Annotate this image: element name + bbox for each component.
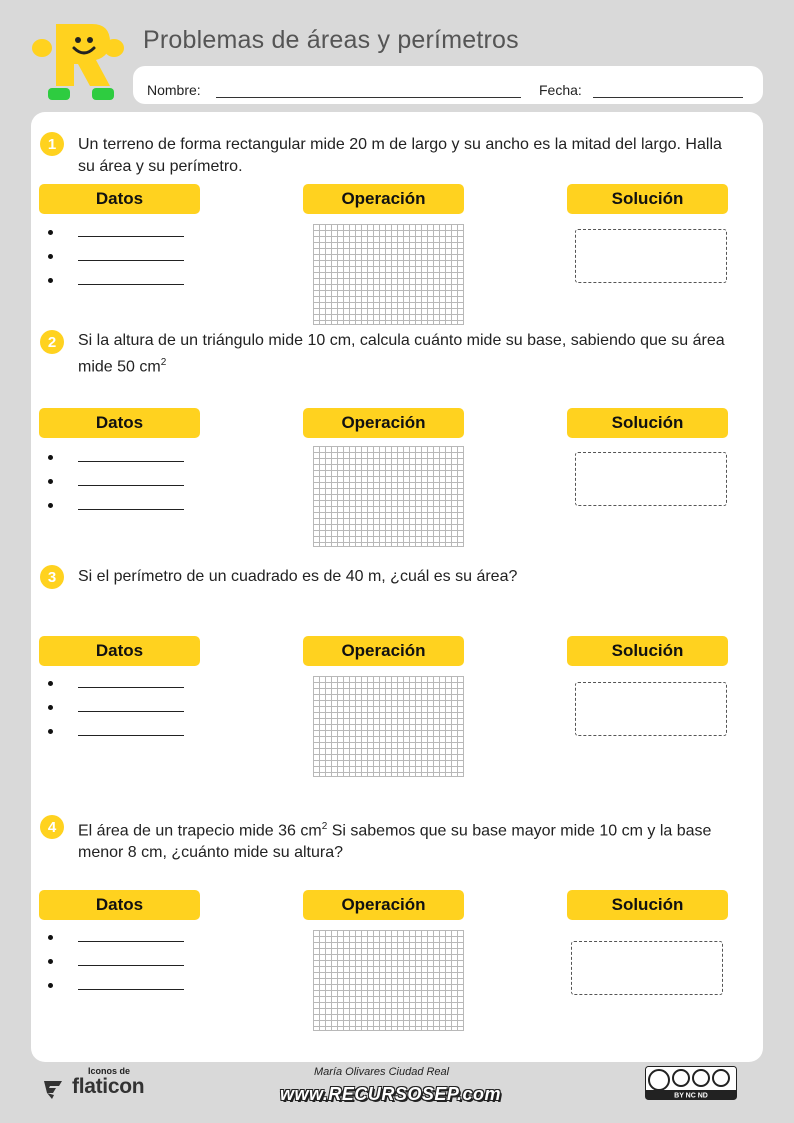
website-link[interactable]: www.RECURSOSEP.com — [280, 1084, 502, 1104]
name-field[interactable] — [216, 97, 521, 98]
operation-grid[interactable] — [313, 224, 464, 325]
date-label: Fecha: — [539, 82, 582, 98]
flaticon-logo-icon — [42, 1078, 64, 1100]
operacion-header: Operación — [303, 636, 464, 666]
flaticon-wordmark: flaticon — [72, 1075, 145, 1098]
solucion-header: Solución — [567, 184, 728, 214]
problem-number-badge: 2 — [40, 330, 64, 354]
name-date-bar — [133, 66, 763, 104]
solucion-header: Solución — [567, 890, 728, 920]
datos-item[interactable] — [40, 931, 180, 955]
problem-number-badge: 4 — [40, 815, 64, 839]
datos-item[interactable] — [40, 499, 180, 523]
problem-text: Si la altura de un triángulo mide 10 cm, calcula cuánto mide su base, sabiendo que su área mide 50 $cm^2$ — [78, 332, 725, 376]
datos-header: Datos — [39, 408, 200, 438]
problem-text: El área de un trapecio mide 36 $cm^2$ Si sabemos que su base mayor mide 10 cm y la base menor 8 cm, ¿cuánto mide su altura? — [78, 821, 712, 862]
datos-item[interactable] — [40, 701, 180, 725]
solution-box[interactable] — [575, 682, 727, 736]
operacion-header: Operación — [303, 890, 464, 920]
datos-item[interactable] — [40, 955, 180, 979]
problem-text: Un terreno de forma rectangular mide 20 m de largo y su ancho es la mitad del largo. Halla su área y su perímetro. — [78, 136, 722, 175]
operation-grid[interactable] — [313, 446, 464, 547]
datos-item[interactable] — [40, 725, 180, 749]
datos-header: Datos — [39, 636, 200, 666]
datos-item[interactable] — [40, 677, 180, 701]
solution-box[interactable] — [575, 452, 727, 506]
problem-number-badge: 3 — [40, 565, 64, 589]
datos-header: Datos — [39, 184, 200, 214]
operacion-header: Operación — [303, 184, 464, 214]
author-credit: María Olivares Ciudad Real — [314, 1066, 450, 1078]
datos-item[interactable] — [40, 226, 180, 250]
name-label: Nombre: — [147, 82, 201, 98]
problem-number-badge: 1 — [40, 132, 64, 156]
solution-box[interactable] — [575, 229, 727, 283]
solucion-header: Solución — [567, 408, 728, 438]
page-title: Problemas de áreas y perímetros — [143, 26, 519, 54]
datos-header: Datos — [39, 890, 200, 920]
license-text: BY NC ND — [674, 1092, 708, 1100]
datos-item[interactable] — [40, 274, 180, 298]
operacion-header: Operación — [303, 408, 464, 438]
datos-item[interactable] — [40, 475, 180, 499]
operation-grid[interactable] — [313, 930, 464, 1031]
datos-item[interactable] — [40, 250, 180, 274]
datos-item[interactable] — [40, 979, 180, 1003]
mascot-r-icon — [30, 18, 126, 106]
icons-credit: Iconos de — [88, 1066, 131, 1076]
cc-license-icon — [645, 1066, 737, 1100]
solution-box[interactable] — [571, 941, 723, 995]
datos-item[interactable] — [40, 451, 180, 475]
date-field[interactable] — [593, 97, 743, 98]
problem-text: Si el perímetro de un cuadrado es de 40 m, ¿cuál es su área? — [78, 568, 518, 585]
solucion-header: Solución — [567, 636, 728, 666]
operation-grid[interactable] — [313, 676, 464, 777]
